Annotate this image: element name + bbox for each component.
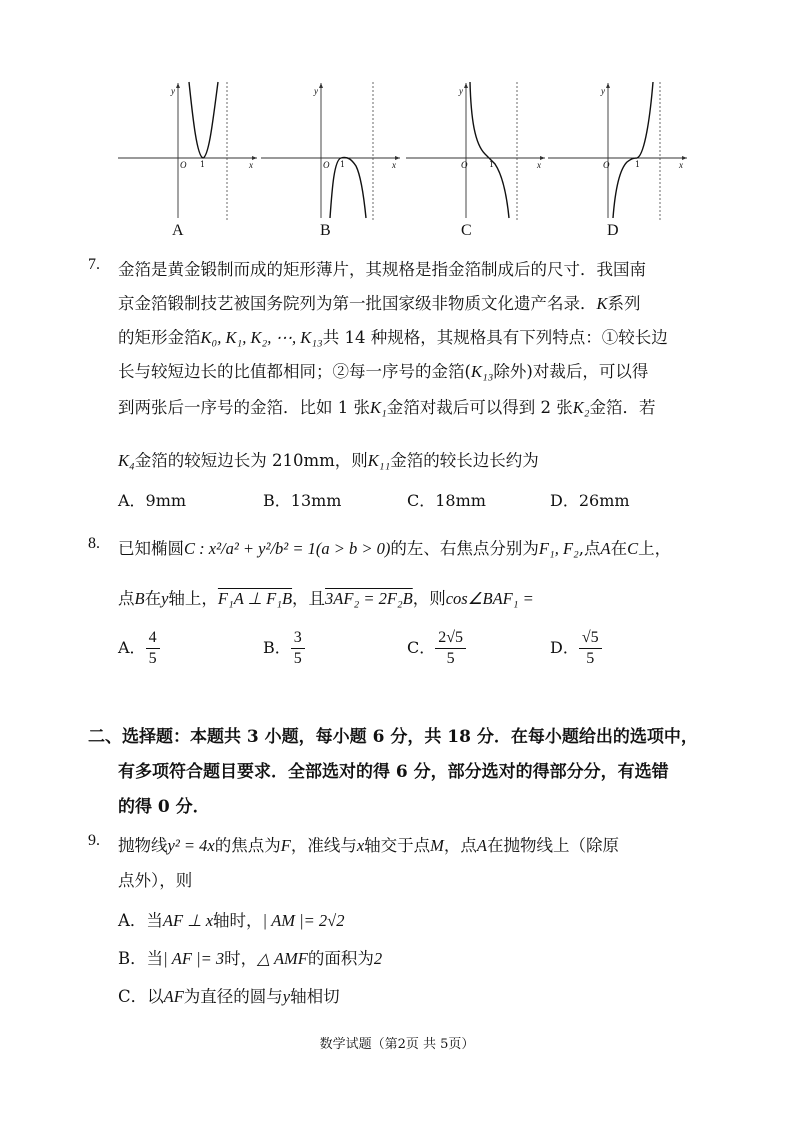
option-letter: B． <box>263 638 291 657</box>
question-number: 7. <box>88 256 100 273</box>
q7-text: 金箔．若 <box>589 398 656 417</box>
q9-math: △ AMF <box>257 949 308 968</box>
q8-math: A <box>600 539 611 558</box>
q8-vector-relation: F₁A ⊥ F₁B <box>217 589 293 608</box>
q8-text: ,点 <box>578 539 601 558</box>
tick-one-label: 1 <box>200 160 206 169</box>
graph-d <box>545 80 690 220</box>
q8-option-a <box>118 628 160 669</box>
numerator: 2√5 <box>435 628 466 649</box>
q7-line-6 <box>118 447 539 471</box>
q9-math: y² = 4x <box>167 836 215 855</box>
numerator: √5 <box>579 628 602 649</box>
q7-line-1 <box>118 256 646 280</box>
q8-math: B <box>134 589 145 608</box>
q9-option-c <box>118 983 340 1007</box>
q7-math: K <box>596 294 608 313</box>
x-axis-label: x <box>392 160 396 170</box>
q7-text: 金箔是黄金锻制而成的矩形薄片，其规格是指金箔制成后的尺寸．我国南 <box>118 260 646 279</box>
q9-math: | AM |= 2√2 <box>262 911 345 930</box>
q7-math: K₁ <box>370 398 387 417</box>
option-letter: C． <box>407 638 436 657</box>
q7-text: 的矩形金箔 <box>118 328 201 347</box>
denominator: 5 <box>293 650 302 667</box>
graph-d-label: D <box>607 222 619 239</box>
q7-text: 金箔的较短边长为 210mm，则 <box>134 451 368 470</box>
origin-label: O <box>461 160 468 170</box>
q8-text: 的左、右焦点分别为 <box>390 539 539 558</box>
section-heading: 二、选择题：本题共 3 小题，每小题 6 分，共 18 分．在每小题给出的选项中， <box>88 727 698 747</box>
y-axis-label: y <box>601 86 605 96</box>
q9-line-1 <box>118 832 619 856</box>
q8-math: y <box>161 589 169 608</box>
q7-option-d: D．26mm <box>550 491 630 510</box>
q7-text: 系列 <box>607 294 641 313</box>
graph-c <box>403 80 548 220</box>
tick-one-label: 1 <box>340 160 346 169</box>
q8-text: 在 <box>144 589 162 608</box>
q9-text: 轴交于点 <box>364 836 431 855</box>
graph-b-label: B <box>320 222 331 239</box>
q9-text: 在抛物线上（除原 <box>487 836 619 855</box>
graph-a <box>115 80 260 220</box>
y-axis-label: y <box>459 86 463 96</box>
q9-text: A．当 <box>118 911 163 930</box>
graph-c-label: C <box>461 222 472 239</box>
q9-text: 的焦点为 <box>214 836 281 855</box>
denominator: 5 <box>148 650 157 667</box>
q8-text: ，则 <box>412 589 446 608</box>
denominator: 5 <box>586 650 595 667</box>
q9-text: 时， <box>224 949 258 968</box>
denominator: 5 <box>446 650 455 667</box>
q7-text: 金箔对裁后可以得到 2 张 <box>386 398 573 417</box>
graph-b <box>258 80 403 220</box>
x-axis-label: x <box>537 160 541 170</box>
q8-text: 上， <box>638 539 672 558</box>
q7-text: 除外)对裁后，可以得 <box>493 362 649 381</box>
graph-a-svg <box>115 80 260 220</box>
fraction <box>291 628 305 669</box>
q7-math: K₄ <box>118 451 135 470</box>
q7-math: K₁₃ <box>470 362 494 381</box>
q7-text: 金箔的较长边长约为 <box>390 451 539 470</box>
q8-math: C <box>627 539 639 558</box>
q8-line-1 <box>118 535 671 559</box>
q8-text: 轴上， <box>168 589 218 608</box>
q7-math: K₂ <box>572 398 590 417</box>
q9-math: 2 <box>373 949 383 968</box>
q9-math: y <box>282 987 291 1006</box>
q9-text: 轴时， <box>213 911 263 930</box>
tick-one-label: 1 <box>635 160 641 169</box>
y-axis-label: y <box>314 86 318 96</box>
q7-text: 共 14 种规格，其规格具有下列特点：①较长边 <box>322 328 668 347</box>
q7-option-a: A．9mm <box>118 491 187 510</box>
q9-text: ，准线与 <box>290 836 357 855</box>
q9-option-a <box>118 907 345 931</box>
graph-b-svg <box>258 80 403 220</box>
origin-label: O <box>603 160 610 170</box>
q9-text: ，点 <box>443 836 477 855</box>
q9-math: A <box>476 836 487 855</box>
fraction <box>435 628 466 669</box>
q7-math: K₁₁ <box>367 451 391 470</box>
q8-text: 已知椭圆 <box>118 539 184 558</box>
page-footer: 数学试题（第2页 共 5页） <box>319 1037 475 1052</box>
q8-math: F₁, F₂ <box>538 539 579 558</box>
q9-text: B．当 <box>118 949 164 968</box>
q7-line-5 <box>118 394 656 418</box>
numerator: 3 <box>291 628 305 649</box>
q7-text: 长与较短边长的比值都相同；②每一序号的金箔( <box>118 362 471 381</box>
q9-text: 抛物线 <box>118 836 168 855</box>
q7-line-2 <box>118 290 641 314</box>
q9-math: AF ⊥ x <box>162 911 214 930</box>
q9-math: | AF |= 3 <box>163 949 225 968</box>
q8-ellipse-equation: C : x²/a² + y²/b² = 1(a > b > 0) <box>184 539 391 558</box>
option-letter: D． <box>550 638 579 657</box>
fraction <box>146 628 160 669</box>
x-axis-label: x <box>249 160 253 170</box>
q8-text: ，且 <box>292 589 326 608</box>
q7-option-b: B．13mm <box>263 491 342 510</box>
origin-label: O <box>323 160 330 170</box>
option-letter: A． <box>118 638 146 657</box>
q7-text: 京金箔锻制技艺被国务院列为第一批国家级非物质文化遗产名录． <box>118 294 597 313</box>
q8-vector-relation: 3AF₂ = 2F₂B <box>325 589 413 608</box>
q7-line-3 <box>118 324 668 348</box>
q9-text: 轴相切 <box>290 987 340 1006</box>
q9-text: C．以 <box>118 987 164 1006</box>
q8-option-d <box>550 628 602 669</box>
q9-option-b <box>118 945 382 969</box>
fraction <box>579 628 602 669</box>
section-heading-line-3: 的得 0 分． <box>118 797 210 817</box>
section-heading-line-2: 有多项符合题目要求．全部选对的得 6 分，部分选对的得部分分，有选错 <box>118 762 669 782</box>
q7-option-c: C．18mm <box>407 491 486 510</box>
graph-d-svg <box>545 80 690 220</box>
graph-a-label: A <box>172 222 184 239</box>
x-axis-label: x <box>679 160 683 170</box>
q9-line-2: 点外），则 <box>118 871 193 890</box>
q7-text: 到两张后一序号的金箔．比如 1 张 <box>118 398 370 417</box>
numerator: 4 <box>146 628 160 649</box>
q7-line-4 <box>118 358 648 382</box>
graph-c-svg <box>403 80 548 220</box>
q9-math: AF <box>163 987 184 1006</box>
q8-math: cos∠BAF₁ = <box>445 589 534 608</box>
q8-line-2 <box>118 585 534 609</box>
q7-math: K₀, K₁, K₂, ⋯, K₁₃ <box>200 328 323 347</box>
q9-math: M <box>430 836 444 855</box>
tick-one-label: 1 <box>489 160 495 169</box>
q9-math: F <box>280 836 291 855</box>
q8-option-b <box>263 628 305 669</box>
q8-text: 在 <box>610 539 628 558</box>
q9-text: 为直径的圆与 <box>183 987 283 1006</box>
question-number: 9. <box>88 832 100 849</box>
question-number: 8. <box>88 535 100 552</box>
q8-option-c <box>407 628 466 669</box>
y-axis-label: y <box>171 86 175 96</box>
q8-text: 点 <box>118 589 135 608</box>
origin-label: O <box>180 160 187 170</box>
q9-text: 的面积为 <box>307 949 374 968</box>
q9-math: x <box>356 836 365 855</box>
